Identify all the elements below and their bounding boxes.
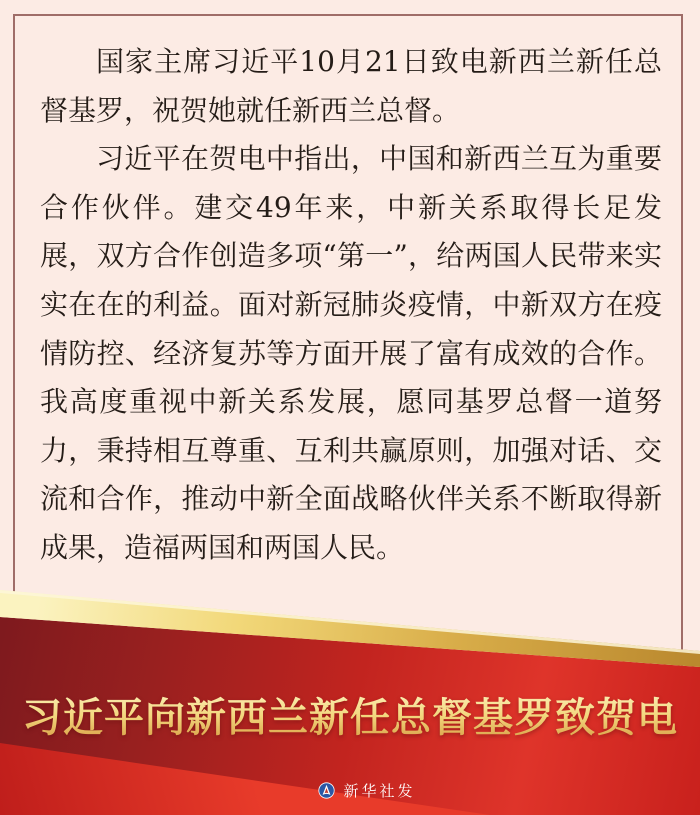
banner-title: 习近平向新西兰新任总督基罗致贺电 bbox=[0, 694, 700, 742]
article-body bbox=[40, 38, 662, 573]
article-paragraph: 国家主席习近平10月21日致电新西兰新任总督基罗，祝贺她就任新西兰总督。 bbox=[40, 45, 662, 127]
credit-label: 新华社发 bbox=[343, 782, 416, 800]
article-paragraph: 习近平在贺电中指出，中国和新西兰互为重要合作伙伴。建交49年来，中新关系取得长足发展，双方合作创造多项“第一”，给两国人民带来实实在在的利益。面对新冠肺炎疫情，中新双方在疫情防控、经济复苏等方面开展了富有成效的合作。我高度重视中新关系发展，愿同基罗总督一道努力，秉持相互尊重、互利共赢原则，加强对话、交流和合作，推动中新全面战略伙伴关系不断取得新成果，造福两国和两国人民。 bbox=[40, 142, 662, 564]
xinhua-logo-icon bbox=[318, 782, 335, 799]
credit-row bbox=[17, 780, 700, 801]
